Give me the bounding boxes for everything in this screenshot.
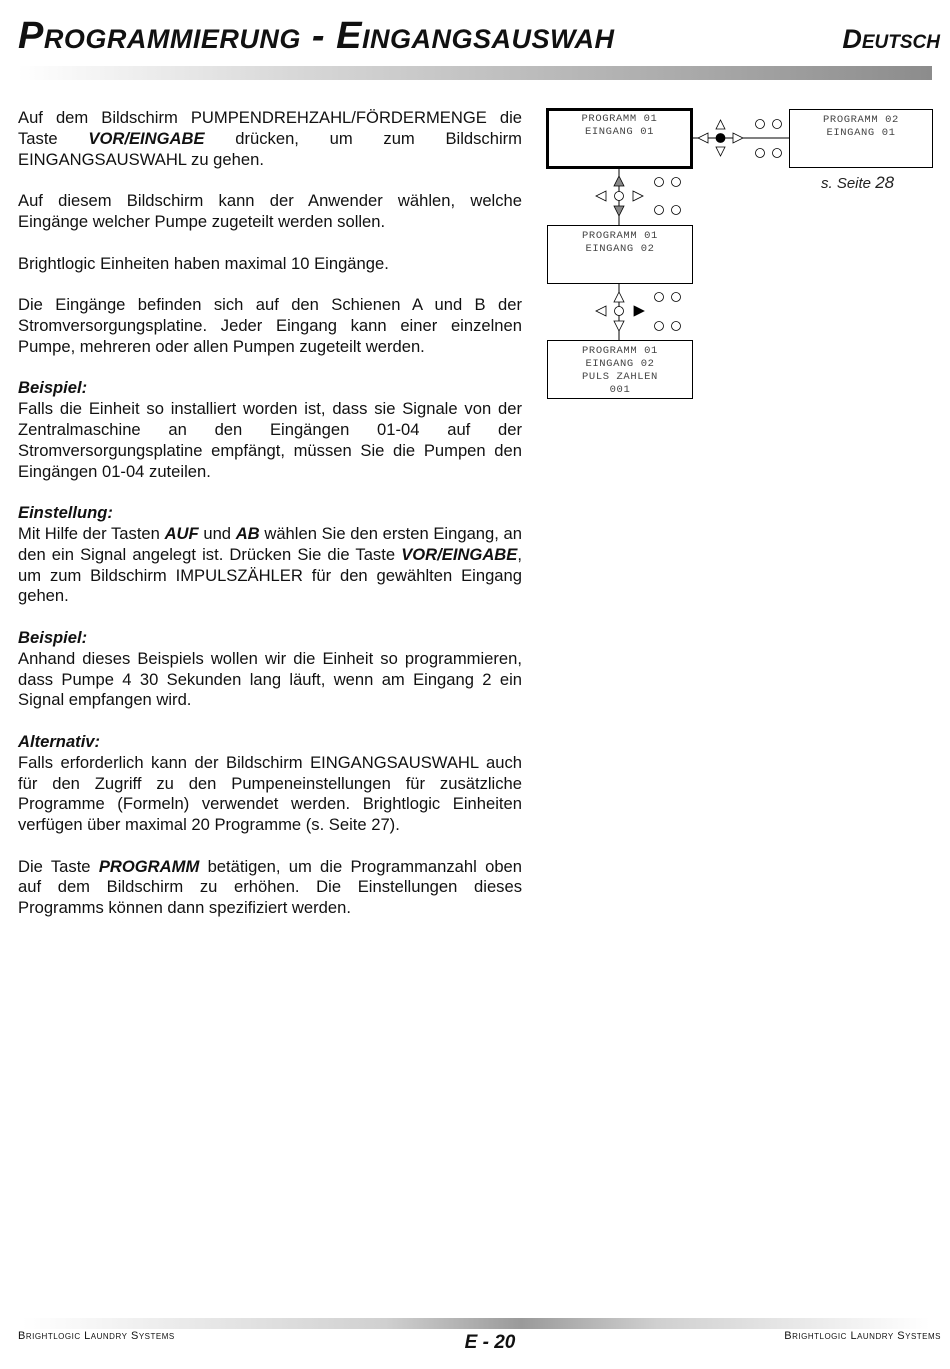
paragraph-intro: Auf dem Bildschirm PUMPENDREHZAHL/FÖRDERMENGE die Taste VOR/EINGABE drücken, um zum Bildschirm EINGANGSAUSWAHL zu gehen. (18, 108, 522, 169)
see-page-reference: s. Seite 28 (821, 173, 895, 192)
up-arrow-icon (614, 292, 624, 302)
section-alternativ: Alternativ: Falls erforderlich kann der Bildschirm EINGANGSAUSWAHL auch für den Zugriff zu den Pumpeneinstellungen für zusätzliche Programme (Formeln) verwendet werden. Brightlogic Einheiten verfügen über maximal 20 Programme (s. Seite 27). (18, 731, 522, 835)
down-arrow-icon (614, 321, 624, 331)
up-arrow-icon (716, 120, 725, 129)
indicator-light-icon (655, 293, 664, 302)
indicator-light-icon (756, 149, 765, 158)
indicator-light-icon (655, 206, 664, 215)
left-arrow-icon (596, 191, 606, 201)
key-ab: AB (235, 523, 260, 543)
paragraph-max-inputs: Brightlogic Einheiten haben maximal 10 Eingänge. (18, 253, 389, 273)
right-arrow-icon (633, 191, 643, 201)
section-beispiel-2: Beispiel: Anhand dieses Beispiels wollen wir die Einheit so programmieren, dass Pumpe 4 30 Sekunden lang läuft, wenn am Eingang 2 ein Signal empfangen wird. (18, 627, 522, 710)
heading-alternativ: Alternativ: (18, 731, 101, 751)
footer-company-left: Brightlogic Laundry Systems (18, 1330, 175, 1342)
indicator-light-icon (655, 178, 664, 187)
heading-beispiel-1: Beispiel: (18, 378, 88, 398)
footer-divider-bar (22, 1318, 930, 1329)
indicator-light-icon (773, 120, 782, 129)
key-vor-eingabe: VOR/EINGABE (88, 128, 205, 148)
heading-einstellung: Einstellung: (18, 503, 113, 523)
language-label: Deutsch (842, 24, 940, 54)
indicator-light-icon (773, 149, 782, 158)
center-button-icon (716, 134, 725, 143)
heading-beispiel-2: Beispiel: (18, 627, 88, 647)
indicator-light-icon (672, 322, 681, 331)
right-arrow-icon (634, 306, 644, 316)
key-programm: PROGRAMM (98, 856, 200, 876)
indicator-light-icon (756, 120, 765, 129)
right-arrow-icon (733, 133, 743, 143)
indicator-light-icon (655, 322, 664, 331)
key-vor-eingabe: VOR/EINGABE (401, 544, 518, 564)
indicator-light-icon (672, 178, 681, 187)
section-einstellung: Einstellung: Mit Hilfe der Tasten AUF und AB wählen Sie den ersten Eingang, an den ein Signal angelegt ist. Drücken Sie die Taste VOR/EINGABE, um zum Bildschirm IMPULSZÄHLER für den gewählten Eingang gehen. (18, 503, 522, 606)
left-arrow-icon (698, 133, 708, 143)
up-arrow-icon (614, 176, 624, 186)
left-arrow-icon (596, 306, 606, 316)
indicator-light-icon (672, 293, 681, 302)
section-beispiel-1: Beispiel: Falls die Einheit so installiert worden ist, dass sie Signale von der Zentralmaschine an den Eingängen 01-04 auf der Stromversorgungsplatine empfängt, müssen Sie die Pumpen den Eingängen 01-04 zuteilen. (18, 378, 522, 481)
page-title: Programmierung - Eingangsauswah (18, 15, 615, 57)
paragraph-rails: Die Eingänge befinden sich auf den Schienen A und B der Stromversorgungsplatine. Jeder Eingang kann einer einzelnen Pumpe, mehreren oder allen Pumpen zugeteilt werden. (18, 295, 522, 356)
center-button-icon (615, 307, 624, 316)
keypad-3 (596, 292, 681, 331)
paragraph-selection: Auf diesem Bildschirm kann der Anwender wählen, welche Eingänge welcher Pumpe zugeteilt werden sollen. (18, 191, 522, 231)
keypad-2 (596, 176, 681, 216)
indicator-light-icon (672, 206, 681, 215)
lcd-screen-1: PROGRAMM 01 EINGANG 01 (546, 108, 693, 169)
key-auf: AUF (164, 523, 199, 543)
center-button-icon (615, 192, 624, 201)
paragraph-programm: Die Taste PROGRAMM betätigen, um die Programmanzahl oben auf dem Bildschirm zu erhöhen. Die Einstellungen dieses Programms können dann spezifiziert werden. (18, 856, 523, 918)
lcd-screen-3: PROGRAMM 01 EINGANG 02 (547, 225, 693, 284)
page-number: E - 20 (464, 1332, 516, 1353)
lcd-screen-4: PROGRAMM 01 EINGANG 02 PULS ZAHLEN 001 (547, 340, 693, 399)
down-arrow-icon (716, 147, 725, 156)
footer-company-right: Brightlogic Laundry Systems (784, 1330, 941, 1342)
navigation-diagram (0, 0, 950, 420)
lcd-screen-2: PROGRAMM 02 EINGANG 01 (789, 109, 933, 168)
down-arrow-icon (614, 206, 624, 216)
